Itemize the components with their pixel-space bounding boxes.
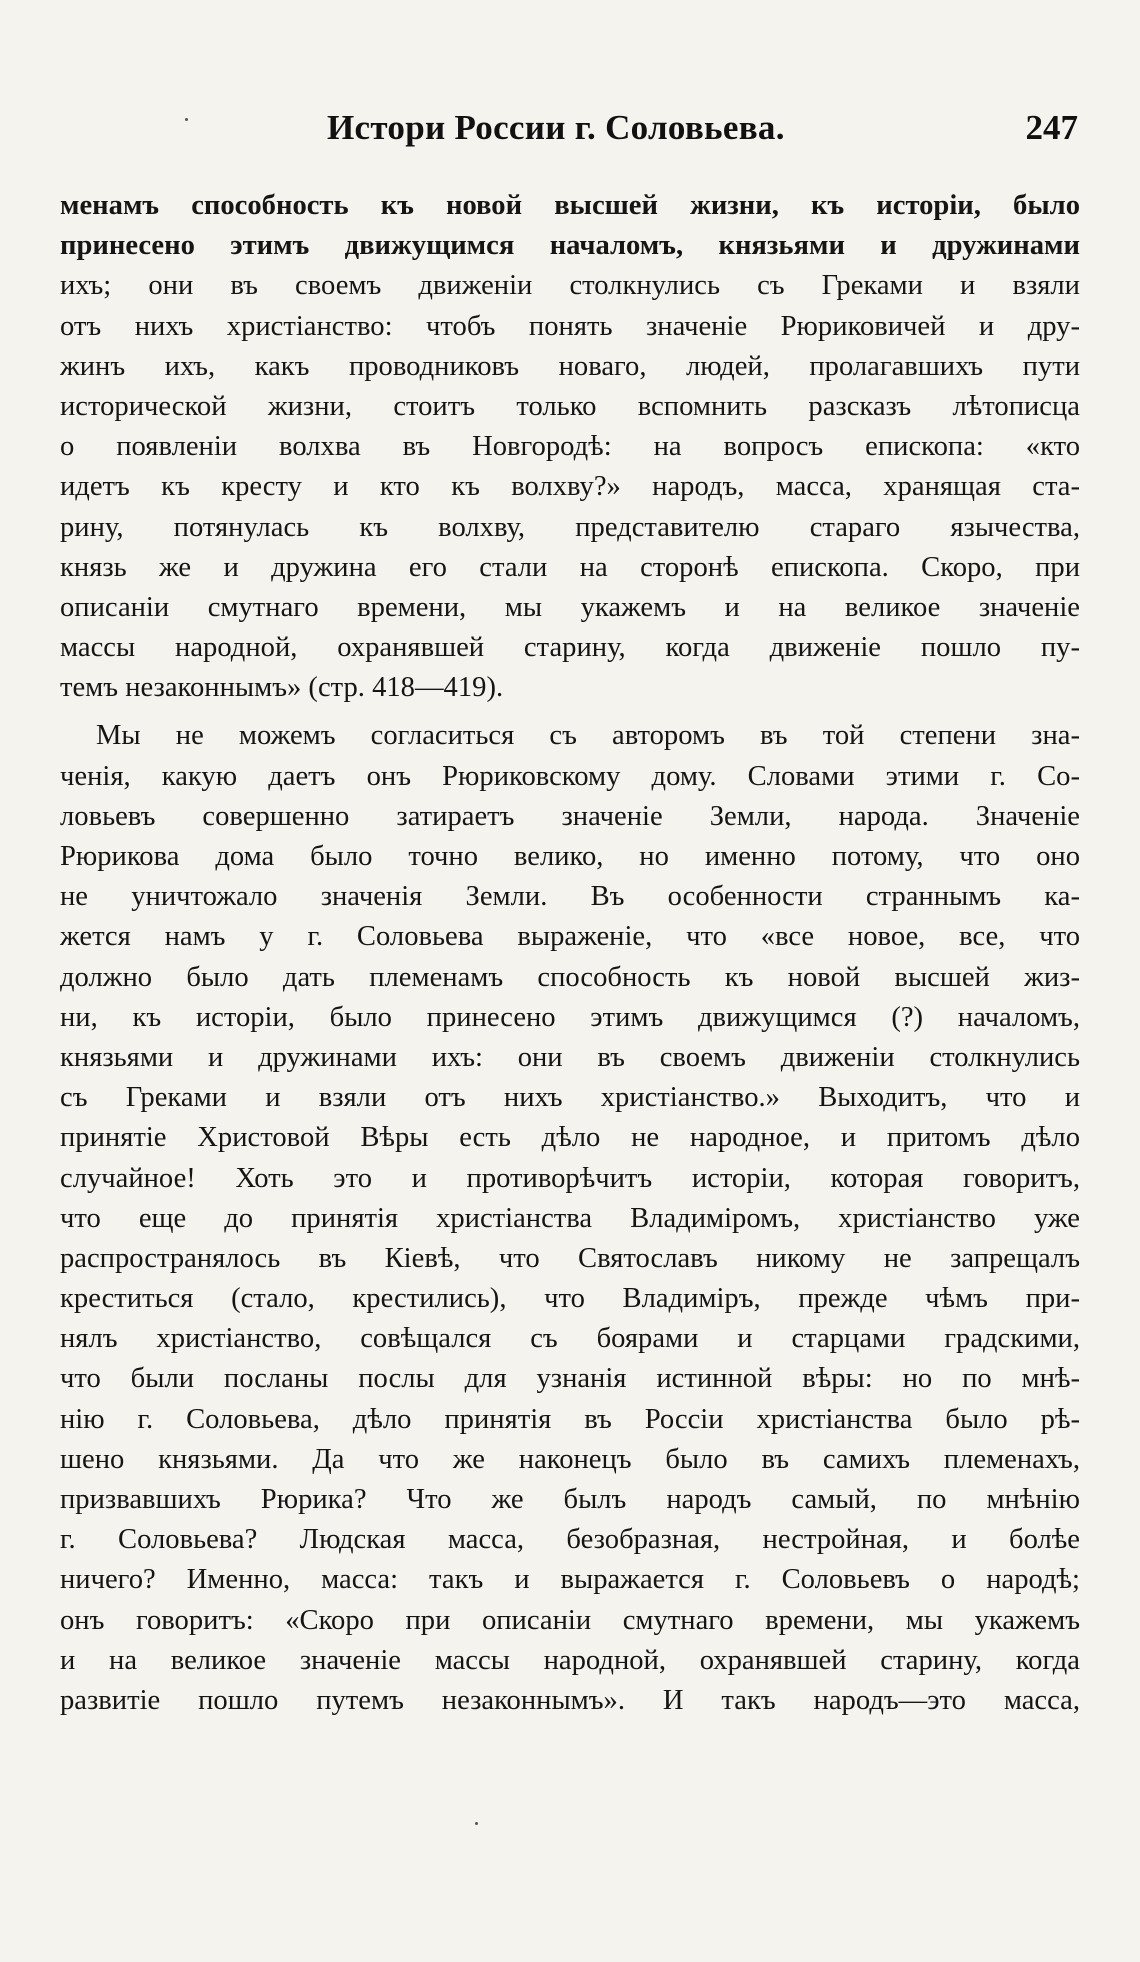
paragraph (60, 716, 1080, 1721)
text-line: о появленіи волхва въ Новгородѣ: на вопросъ епископа: «кто (60, 431, 1080, 463)
ink-speck (185, 118, 188, 121)
paragraph (60, 186, 1080, 708)
text-line: Мы не можемъ согласиться съ авторомъ въ той степени зна- (96, 720, 1080, 752)
text-line: жинъ ихъ, какъ проводниковъ новаго, людей, пролагавшихъ пути (60, 350, 1080, 382)
text-line: распространялось въ Кіевѣ, что Святославъ никому не запрещалъ (60, 1242, 1080, 1274)
text-line: не уничтожало значенія Земли. Въ особенности страннымъ ка- (60, 881, 1080, 913)
text-line: принятіе Христовой Вѣры есть дѣло не народное, и притомъ дѣло (60, 1122, 1080, 1154)
text-line: массы народной, охранявшей старину, когда движеніе пошло пу- (60, 632, 1080, 664)
text-line: рину, потянулась къ волхву, представителю стараго язычества, (60, 511, 1080, 543)
text-line: ченія, какую даетъ онъ Рюриковскому дому. Словами этими г. Со- (60, 760, 1080, 792)
text-line: Рюрикова дома было точно велико, но именно потому, что оно (60, 841, 1080, 872)
text-line: ловьевъ совершенно затираетъ значеніе Земли, народа. Значеніе (60, 800, 1080, 832)
paragraph-gap (60, 708, 1080, 716)
text-line: князь же и дружина его стали на сторонѣ епископа. Скоро, при (60, 551, 1080, 583)
text-line: что были посланы послы для узнанія истинной вѣры: но по мнѣ- (60, 1363, 1080, 1395)
text-line: развитіе пошло путемъ незаконнымъ». И такъ народъ—это масса, (60, 1684, 1080, 1716)
text-line: темъ незаконнымъ» (стр. 418—419). (60, 672, 504, 704)
text-line: ничего? Именно, масса: такъ и выражается г. Соловьевъ о народѣ; (60, 1564, 1080, 1596)
text-line: что еще до принятія христіанства Владиміромъ, христіанство уже (60, 1202, 1080, 1234)
text-line: призвавшихъ Рюрика? Что же былъ народъ самый, по мнѣнію (60, 1484, 1080, 1515)
text-line: отъ нихъ христіанство: чтобъ понять значеніе Рюриковичей и дру- (60, 310, 1080, 342)
body-text (60, 186, 1080, 1721)
running-title: Истори России г. Соловьева. (327, 108, 785, 147)
text-line: шено князьями. Да что же наконецъ было въ самихъ племенахъ, (60, 1443, 1080, 1475)
text-line: съ Греками и взяли отъ нихъ христіанство.» Выходитъ, что и (60, 1082, 1080, 1114)
text-line: и на великое значеніе массы народной, охранявшей старину, когда (60, 1644, 1080, 1676)
text-line: ихъ; они въ своемъ движеніи столкнулись съ Греками и взяли (60, 270, 1080, 302)
text-line: описаніи смутнаго времени, мы укажемъ и на великое значеніе (60, 591, 1080, 623)
text-line: жется намъ у г. Соловьева выраженіе, что «все новое, все, что (60, 921, 1080, 953)
text-line: ни, къ исторіи, было принесено этимъ движущимся (?) началомъ, (60, 1001, 1080, 1033)
text-line: онъ говоритъ: «Скоро при описаніи смутнаго времени, мы укажемъ (60, 1604, 1080, 1636)
text-line: нію г. Соловьева, дѣло принятія въ Россіи христіанства было рѣ- (60, 1403, 1080, 1435)
text-line: г. Соловьева? Людская масса, безобразная, нестройная, и болѣе (60, 1524, 1080, 1556)
text-line: креститься (стало, крестились), что Владиміръ, прежде чѣмъ при- (60, 1283, 1080, 1315)
text-line: идетъ къ кресту и кто къ волхву?» народъ, масса, хранящая ста- (60, 471, 1080, 503)
ink-speck (475, 1822, 478, 1825)
text-line: случайное! Хоть это и противорѣчитъ исторіи, которая говоритъ, (60, 1162, 1080, 1194)
text-line: принесено этимъ движущимся началомъ, князьями и дружинами (60, 230, 1080, 262)
text-line: князьями и дружинами ихъ: они въ своемъ движеніи столкнулись (60, 1041, 1080, 1073)
text-line: менамъ способность къ новой высшей жизни, къ исторіи, было (60, 190, 1080, 221)
text-line: должно было дать племенамъ способность къ новой высшей жиз- (60, 961, 1080, 993)
text-line: исторической жизни, стоитъ только вспомнить разсказъ лѣтописца (60, 390, 1080, 422)
text-line: нялъ христіанство, совѣщался съ боярами и старцами градскими, (60, 1323, 1080, 1355)
page-number: 247 (1025, 108, 1078, 147)
page-header (62, 108, 1078, 160)
